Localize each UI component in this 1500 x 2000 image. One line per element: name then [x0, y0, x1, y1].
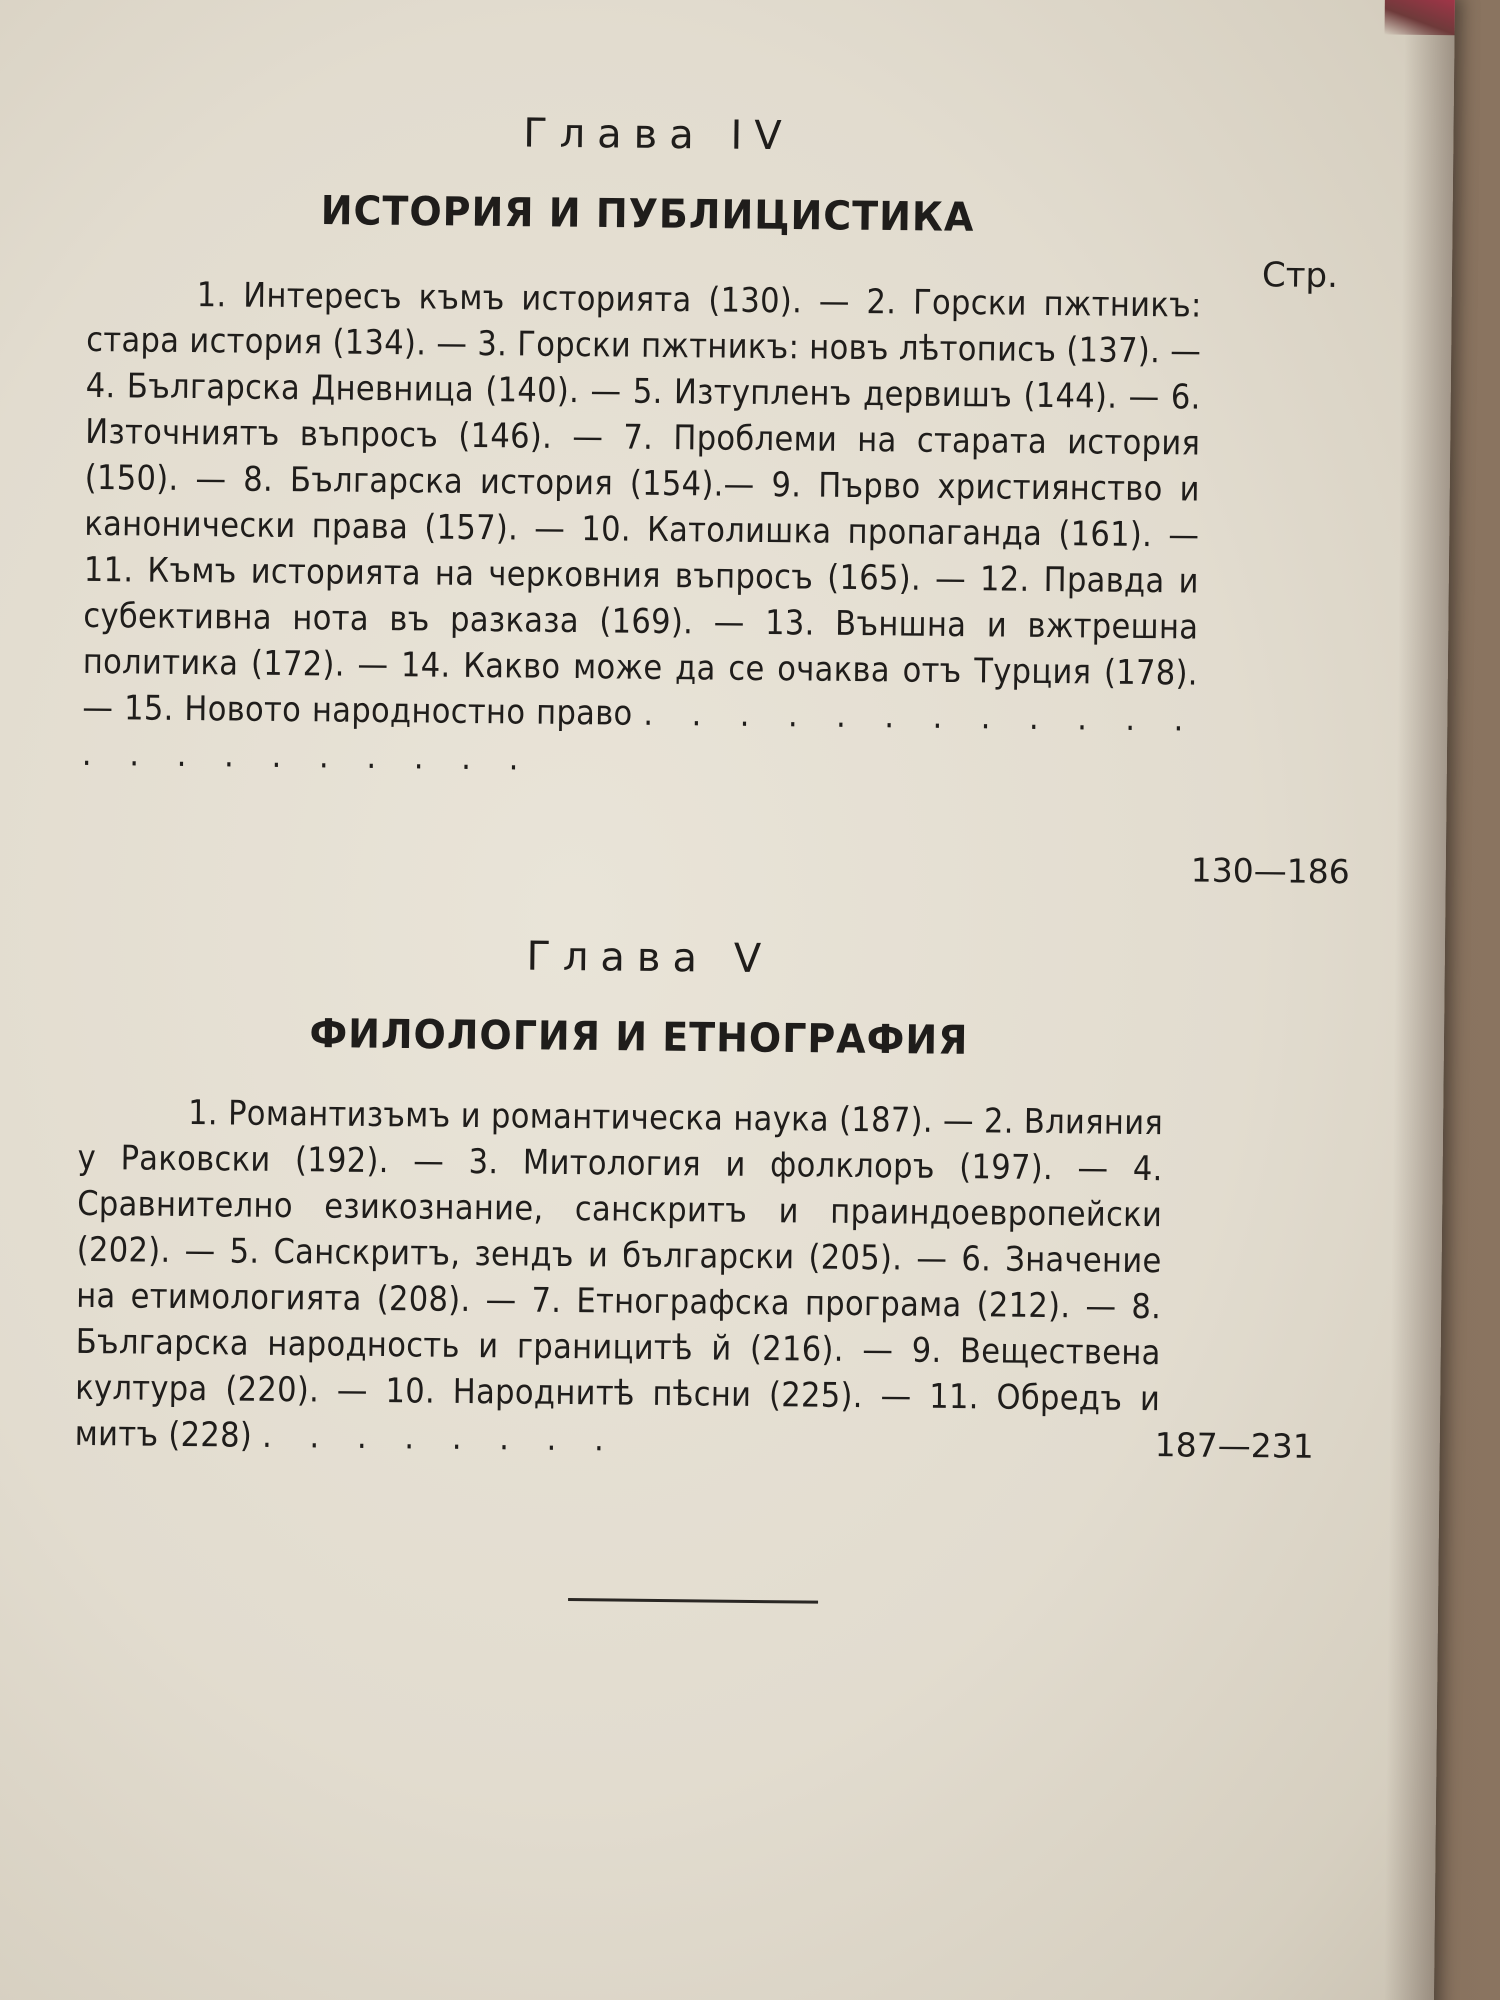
chapter-4-leader-dots: . . . . . . . . . . . . . . . . . . . . . .: [81, 693, 1198, 779]
page-binding-shadow: [1383, 0, 1455, 2000]
chapter-5-body: 1. Романтизъмъ и романтическа наука (187). — 2. Влияния у Раковски (192). — 3. Митология и фолклоръ (197). — 4. Сравнително езикознание, санскритъ и праиндоевропейски (202). — 5. Санскритъ, зендъ и български (205). — 6. Значение на етимологията (208). — 7. Етнографска програма (212). — 8. Българска народность и границитѣ й (216). — 9. Веществена култура (220). — 10. Народнитѣ пѣсни (225). — 11. Обредъ и митъ (228): [74, 1093, 1164, 1456]
chapter-5-leader-dots: . . . . . . . .: [261, 1415, 619, 1460]
chapter-5-pages: 187—231: [1154, 1425, 1314, 1466]
chapter-4-title: ИСТОРИЯ И ПУБЛИЦИСТИКА: [320, 187, 975, 241]
page-column-header: Стр.: [1261, 255, 1339, 297]
chapter-4-contents: [82, 271, 1202, 789]
chapter-4-label: Глава IV: [522, 110, 794, 160]
chapter-5-title: ФИЛОЛОГИЯ И ЕТНОГРАФИЯ: [309, 1010, 969, 1064]
chapter-5-label: Глава V: [526, 933, 774, 983]
closing-rule: [568, 1598, 818, 1604]
chapter-5-contents: [75, 1089, 1164, 1468]
chapter-4-pages: 130—186: [1190, 850, 1350, 892]
book-cover-corner: [1385, 0, 1455, 35]
chapter-4-body: 1. Интересъ къмъ историята (130). — 2. Горски пжтникъ: стара история (134). — 3. Горски пжтникъ: новъ лѣтописъ (137). — 4. Българска Дневница (140). — 5. Изтупленъ дервишъ (144). — 6. Източниятъ въпросъ (146). — 7. Проблеми на старата история (150). — 8. Българска история (154).— 9. Първо християнство и канонически права (157). — 10. Католишка пропаганда (161). — 11. Къмъ историята на черковния въпросъ (165). — 12. Правда и субективна нота въ разказа (169). — 13. Външна и вжтрешна политика (172). — 14. Какво може да се очаква отъ Турция (178). — 15. Новото народностно право: [82, 275, 1202, 734]
